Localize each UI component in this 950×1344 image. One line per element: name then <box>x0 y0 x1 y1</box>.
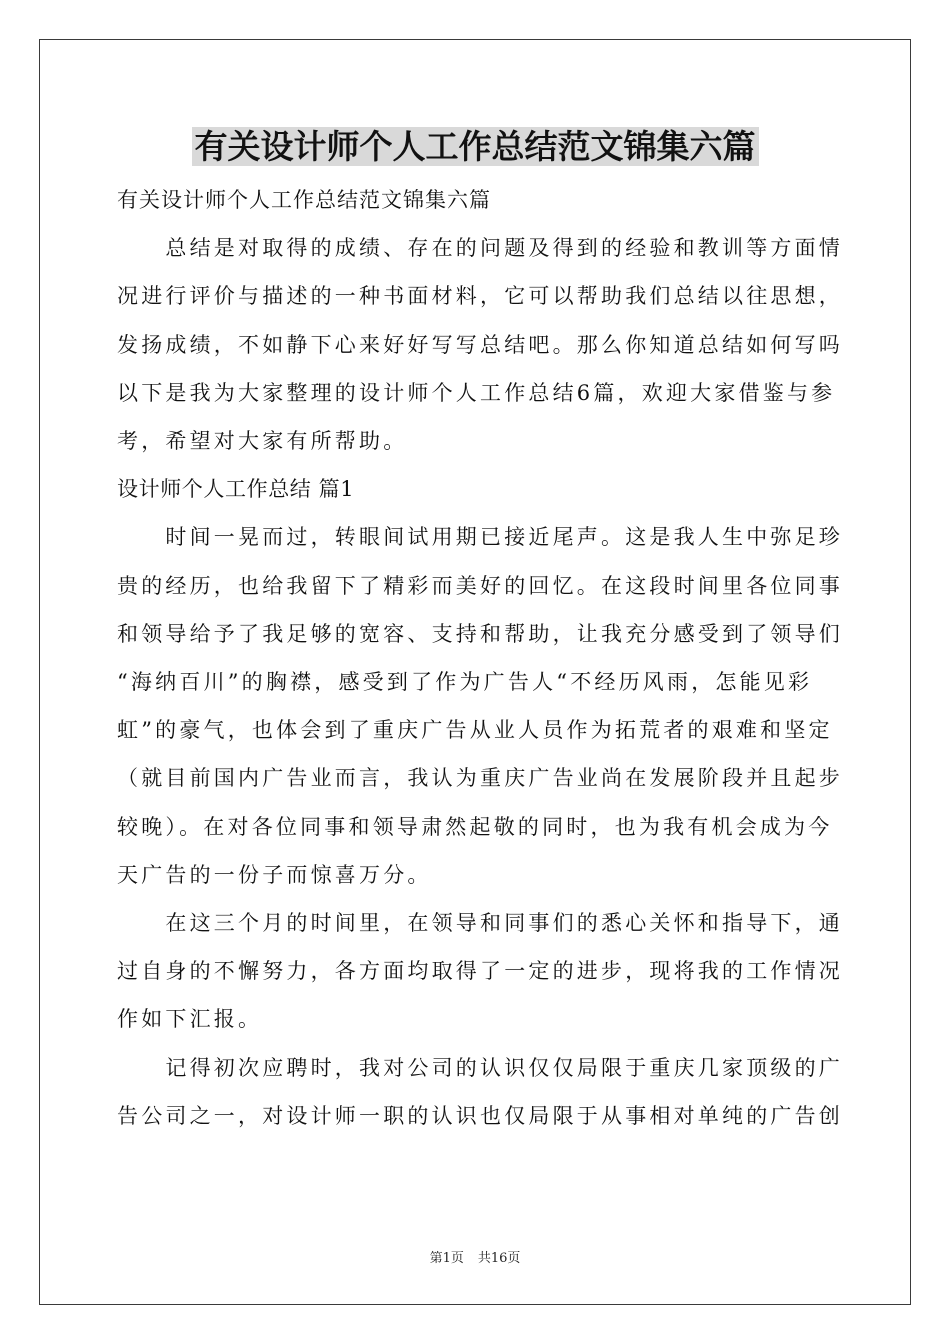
paragraph-line: 考，希望对大家有所帮助。 <box>117 429 408 454</box>
paragraph-line: 告公司之一，对设计师一职的认识也仅局限于从事相对单纯的广告创 <box>117 1103 843 1128</box>
paragraph-line: （就目前国内广告业而言，我认为重庆广告业尚在发展阶段并且起步 <box>117 766 843 791</box>
paragraph-line: 和领导给予了我足够的宽容、支持和帮助，让我充分感受到了领导们 <box>117 621 843 646</box>
paragraph-line: 虹”的豪气，也体会到了重庆广告从业人员作为拓荒者的艰难和坚定 <box>117 718 833 743</box>
section-heading: 设计师个人工作总结 篇1 <box>117 477 355 502</box>
paragraph-line: 过自身的不懈努力，各方面均取得了一定的进步，现将我的工作情况 <box>117 959 843 984</box>
paragraph-line: 天广告的一份子而惊喜万分。 <box>117 862 432 887</box>
paragraph-line: 总结是对取得的成绩、存在的问题及得到的经验和教训等方面情 <box>117 236 843 261</box>
document-title-text: 有关设计师个人工作总结范文锦集六篇 <box>192 127 759 166</box>
paragraph-line: 贵的经历，也给我留下了精彩而美好的回忆。在这段时间里各位同事 <box>117 573 843 598</box>
paragraph-line: 况进行评价与描述的一种书面材料，它可以帮助我们总结以往思想， <box>117 284 843 309</box>
paragraph-line: 发扬成绩，不如静下心来好好写写总结吧。那么你知道总结如何写吗 <box>117 332 843 357</box>
paragraph-line: “海纳百川”的胸襟，感受到了作为广告人“不经历风雨，怎能见彩 <box>117 670 813 695</box>
paragraph-line: 以下是我为大家整理的设计师个人工作总结6篇，欢迎大家借鉴与参 <box>117 380 836 405</box>
document-body <box>117 176 843 1140</box>
paragraph-line: 较晚）。在对各位同事和领导肃然起敬的同时，也为我有机会成为今 <box>117 814 833 839</box>
page-total: 共16页 <box>477 1251 521 1266</box>
paragraph-line: 时间一晃而过，转眼间试用期已接近尾声。这是我人生中弥足珍 <box>117 525 843 550</box>
page-number: 第1页 <box>429 1251 464 1266</box>
page-footer <box>0 1250 950 1268</box>
paragraph-line: 记得初次应聘时，我对公司的认识仅仅局限于重庆几家顶级的广 <box>117 1055 843 1080</box>
paragraph-line: 在这三个月的时间里，在领导和同事们的悉心关怀和指导下，通 <box>117 911 843 936</box>
document-subtitle: 有关设计师个人工作总结范文锦集六篇 <box>117 188 491 212</box>
document-title <box>0 122 950 172</box>
paragraph-line: 作如下汇报。 <box>117 1007 263 1032</box>
